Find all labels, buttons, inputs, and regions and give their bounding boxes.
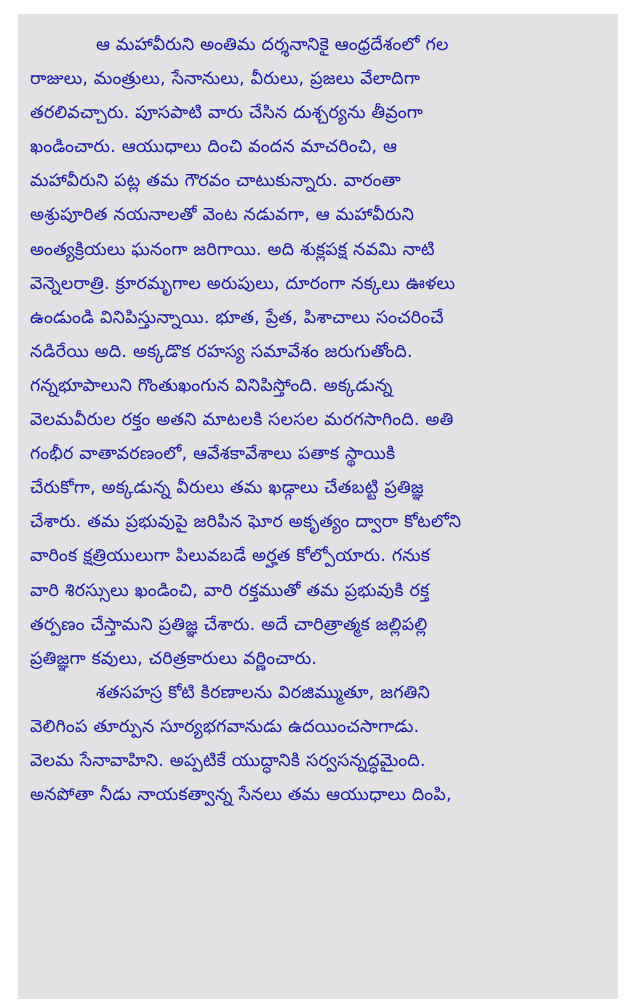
text-line: రాజులు, మంత్రులు, సేనానులు, వీరులు, ప్రజలు వేలాదిగా (30, 69, 421, 90)
text-line: చేరుకోగా, అక్కడున్న వీరులు తమ ఖడ్గాలు చేతబట్టి ప్రతిజ్ఞ (30, 478, 424, 499)
text-line: వారింక క్షత్రియులుగా పిలువబడే అర్హత కోల్పోయారు. గనుక (30, 546, 431, 567)
text-line: చేశారు. తమ ప్రభువుపై జరిపిన ఘోర అకృత్యం ద్వారా కోటలోని (30, 512, 462, 533)
text-line: నడిరేయి అది. అక్కడొక రహస్య సమావేశం జరుగుతోంది. (30, 341, 413, 362)
text-line: అనపోతా నీడు నాయకత్వాన్న సేనలు తమ ఆయుధాలు దింపి, (30, 785, 452, 806)
text-line: వెలిగింప తూర్పున సూర్యభగవానుడు ఉదయించసాగాడు. (30, 716, 420, 737)
text-line: ఉండుండి వినిపిస్తున్నాయి. భూత, ప్రేత, పిశాచాలు సంచరించే (30, 307, 444, 328)
text-line: ఖండించారు. ఆయుధాలు దించి వందన మాచరించి, ఆ (30, 137, 398, 158)
paragraph-2 (30, 676, 608, 812)
text-page (18, 14, 618, 999)
text-line: అశ్రుపూరిత నయనాలతో వెంట నడువగా, ఆ మహావీరుని (30, 205, 415, 226)
text-line: మహావీరుని పట్ల తమ గౌరవం చాటుకున్నారు. వారంతా (30, 171, 401, 192)
text-line: వెలమ సేనావాహిని. అప్పటికే యుద్ధానికి సర్వసన్నద్ధమైంది. (30, 750, 426, 771)
text-line: తరలివచ్చారు. పూసపాటి వారు చేసిన దుశ్చర్యను తీవ్రంగా (30, 103, 424, 124)
text-line: అంత్యక్రియలు ఘనంగా జరిగాయి. అది శుక్లపక్ష నవమి నాటి (30, 239, 435, 260)
text-line: గంభీర వాతావరణంలో, ఆవేశకావేశాలు పతాక స్థాయికి (30, 444, 396, 465)
text-line: ఆ మహావీరుని అంతిమ దర్శనానికై ఆంధ్రదేశంలో గల (96, 35, 449, 55)
text-line: వెన్నెలరాత్రి. క్రూరమృగాల అరుపులు, దూరంగా నక్కలు ఊళలు (30, 273, 456, 294)
text-line: ప్రతిజ్ఞగా కవులు, చరిత్రకారులు వర్ణించారు. (30, 648, 318, 669)
text-line: శతసహస్ర కోటి కిరణాలను విరజిమ్ముతూ, జగతిని (96, 682, 431, 703)
text-line: వెలమవీరుల రక్తం అతని మాటలకి సలసల మరగసాగింది. అతి (30, 410, 454, 431)
text-line: తర్పణం చేస్తామని ప్రతిజ్ఞ చేశారు. అదే చారిత్రాత్మక జల్లిపల్లి (30, 614, 428, 635)
paragraph-1 (30, 28, 608, 676)
text-line: గన్నభూపాలుని గొంతుఖంగున వినిపిస్తోంది. అక్కడున్న (30, 375, 393, 396)
text-line: వారి శిరస్సులు ఖండించి, వారి రక్తముతో తమ ప్రభువుకి రక్త (30, 580, 430, 601)
